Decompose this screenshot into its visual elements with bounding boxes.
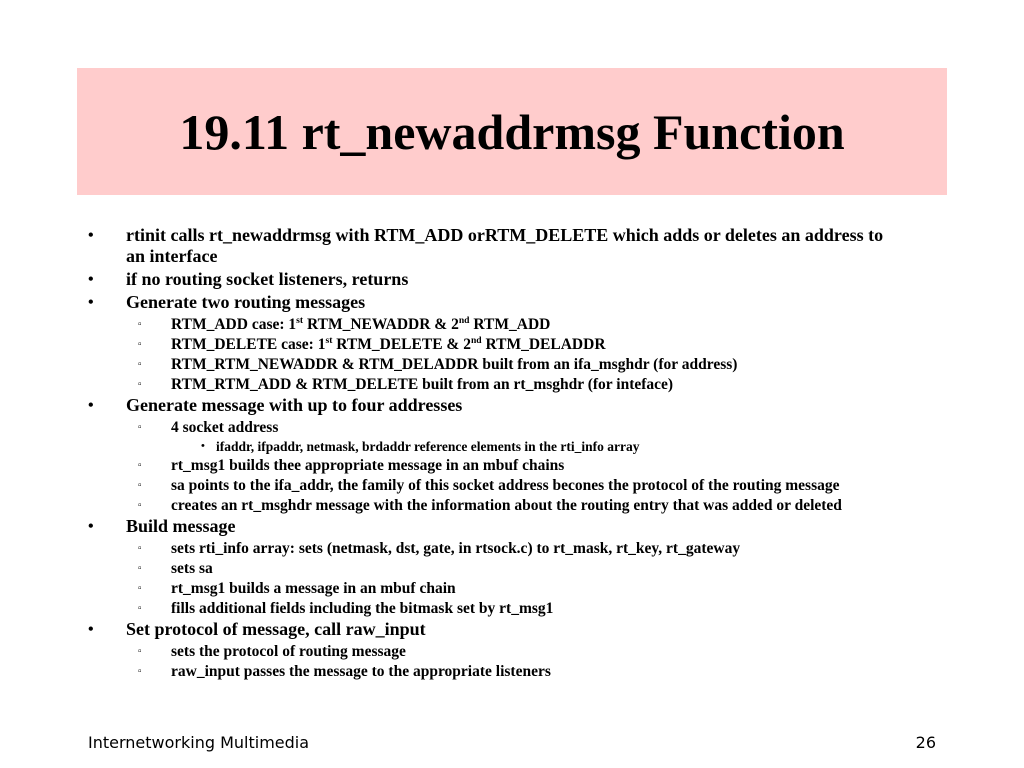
subbullet-text-mid: RTM_NEWADDR & 2 xyxy=(303,316,459,333)
square-bullet-icon: ▫ xyxy=(138,646,142,657)
ordinal-sup: nd xyxy=(458,314,470,326)
subbullet-text: 4 socket address xyxy=(171,419,279,436)
square-bullet-icon: ▫ xyxy=(138,666,142,677)
subbullet-sets-sa xyxy=(0,559,901,578)
bullet-text: Set protocol of message, call raw_input xyxy=(126,619,426,639)
square-bullet-icon: ▫ xyxy=(138,500,142,511)
subbullet-sets-protocol xyxy=(0,642,901,661)
subbullet-text-suffix: RTM_DELADDR xyxy=(481,336,606,353)
subbullet-text: fills additional fields including the bitmask set by rt_msg1 xyxy=(171,600,554,617)
title-banner xyxy=(77,68,947,195)
subbullet-rt-msg1-builds xyxy=(0,456,901,475)
bullet-dot-icon: • xyxy=(88,294,94,311)
bullet-text: Generate two routing messages xyxy=(126,292,366,312)
bullet-dot-icon: • xyxy=(88,518,94,535)
square-bullet-icon: ▫ xyxy=(138,359,142,370)
subsubbullet-rti-info xyxy=(0,438,916,455)
bullet-rtinit xyxy=(0,225,886,267)
bullet-generate-two xyxy=(0,292,886,313)
subbullet-raw-input xyxy=(0,662,901,681)
footer-course-name: Internetworking Multimedia xyxy=(88,733,310,752)
subbullet-sa-points xyxy=(0,476,901,495)
bullet-dot-icon: • xyxy=(88,227,94,244)
bullet-four-addresses xyxy=(0,395,886,416)
subbullet-rtm-add-case xyxy=(0,315,901,334)
bullet-dot-icon: • xyxy=(88,397,94,414)
subbullet-sets-rti-info xyxy=(0,539,901,558)
subbullet-add-delete xyxy=(0,375,901,394)
square-bullet-icon: ▫ xyxy=(138,460,142,471)
subbullet-text: sets the protocol of routing message xyxy=(171,643,406,660)
subsubbullet-text: ifaddr, ifpaddr, netmask, brdaddr reference elements in the rti_info array xyxy=(216,439,640,454)
square-bullet-icon: ▫ xyxy=(138,480,142,491)
square-bullet-icon: ▫ xyxy=(138,603,142,614)
subbullet-text: creates an rt_msghdr message with the information about the routing entry that was added or deleted xyxy=(171,497,842,514)
subbullet-text: sets sa xyxy=(171,560,213,577)
bullet-dot-icon: • xyxy=(201,440,205,452)
ordinal-sup: st xyxy=(296,314,304,326)
subbullet-text: raw_input passes the message to the appropriate listeners xyxy=(171,663,551,680)
bullet-build-message xyxy=(0,516,886,537)
subbullet-text-mid: RTM_DELETE & 2 xyxy=(332,336,471,353)
subbullet-text-prefix: RTM_ADD case: 1 xyxy=(171,316,297,333)
subbullet-text: rt_msg1 builds a message in an mbuf chain xyxy=(171,580,456,597)
square-bullet-icon: ▫ xyxy=(138,379,142,390)
subbullet-rt-msg1-mbuf xyxy=(0,579,901,598)
subbullet-text: RTM_RTM_NEWADDR & RTM_DELADDR built from an ifa_msghdr (for address) xyxy=(171,356,738,373)
subbullet-creates-msghdr xyxy=(0,496,901,515)
subbullet-text-suffix: RTM_ADD xyxy=(469,316,551,333)
subbullet-rtm-delete-case xyxy=(0,335,901,354)
bullet-text: Build message xyxy=(126,516,236,536)
subbullet-socket-address xyxy=(0,418,901,437)
square-bullet-icon: ▫ xyxy=(138,319,142,330)
subbullet-text: sets rti_info array: sets (netmask, dst, gate, in rtsock.c) to rt_mask, rt_key, rt_gateway xyxy=(171,540,741,557)
subbullet-text: sa points to the ifa_addr, the family of this socket address becones the protocol of the routing message xyxy=(171,477,840,494)
bullet-text: rtinit calls rt_newaddrmsg with RTM_ADD orRTM_DELETE which adds or deletes an address to an interface xyxy=(126,225,884,266)
ordinal-sup: st xyxy=(325,334,333,346)
bullet-dot-icon: • xyxy=(88,271,94,288)
bullet-no-listeners xyxy=(0,269,886,290)
square-bullet-icon: ▫ xyxy=(138,563,142,574)
slide-title: 19.11 rt_newaddrmsg Function xyxy=(179,103,845,160)
subbullet-fills-fields xyxy=(0,599,901,618)
square-bullet-icon: ▫ xyxy=(138,339,142,350)
subbullet-text: rt_msg1 builds thee appropriate message in an mbuf chains xyxy=(171,457,565,474)
bullet-set-protocol xyxy=(0,619,886,640)
square-bullet-icon: ▫ xyxy=(138,422,142,433)
footer-page-number: 26 xyxy=(915,733,936,752)
subbullet-newaddr-deladdr xyxy=(0,355,901,374)
square-bullet-icon: ▫ xyxy=(138,583,142,594)
bullet-text: Generate message with up to four addresses xyxy=(126,395,463,415)
bullet-list xyxy=(0,225,1024,682)
bullet-text: if no routing socket listeners, returns xyxy=(126,269,409,289)
bullet-dot-icon: • xyxy=(88,621,94,638)
subbullet-text-prefix: RTM_DELETE case: 1 xyxy=(171,336,326,353)
square-bullet-icon: ▫ xyxy=(138,543,142,554)
ordinal-sup: nd xyxy=(470,334,482,346)
subbullet-text: RTM_RTM_ADD & RTM_DELETE built from an rt_msghdr (for inteface) xyxy=(171,376,674,393)
